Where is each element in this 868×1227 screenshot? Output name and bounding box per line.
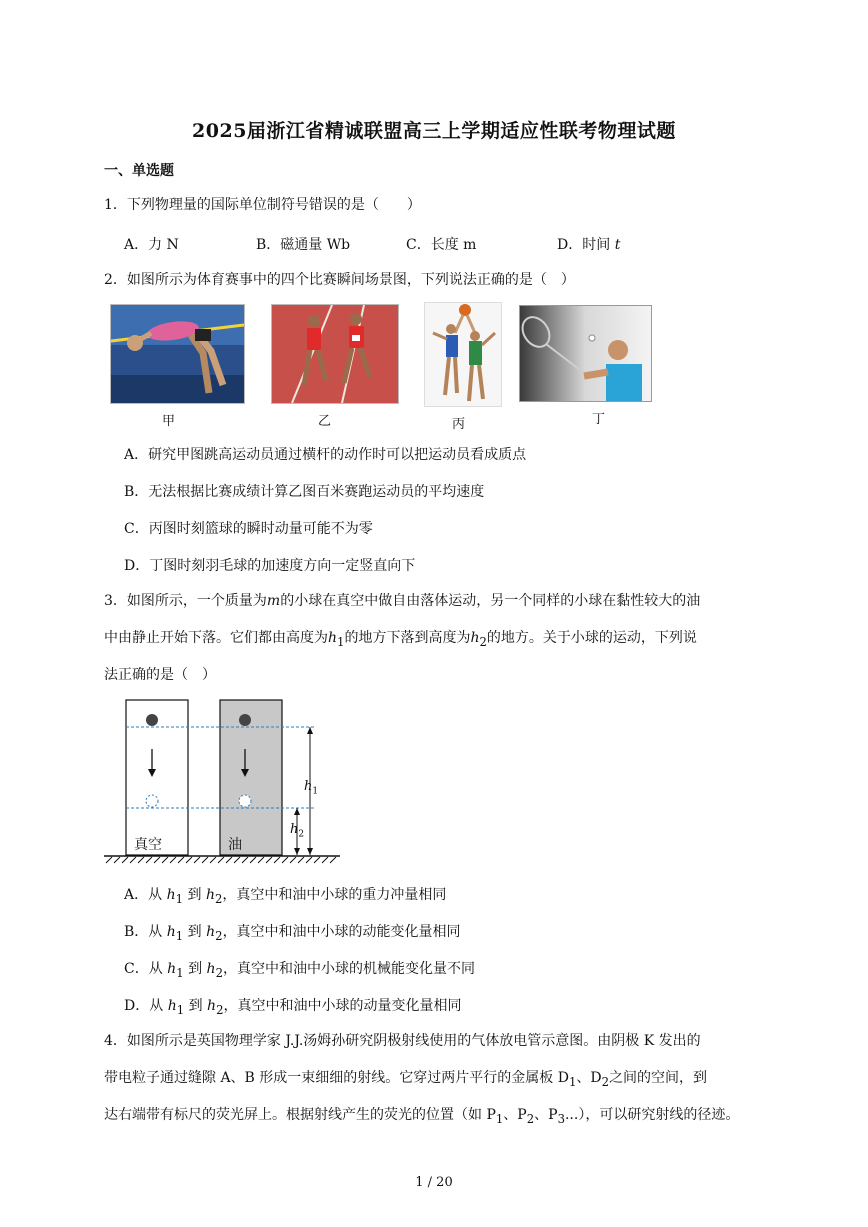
label-oil: 油 xyxy=(228,837,242,853)
q1-option-d: D．时间 t xyxy=(557,237,621,253)
q2-option-a: A．研究甲图跳高运动员通过横杆的动作时可以把运动员看成质点 xyxy=(124,447,527,463)
caption-bing: 丙 xyxy=(452,417,466,432)
sprint-photo xyxy=(271,304,399,404)
badminton-photo xyxy=(519,305,652,402)
q3-line-3: 法正确的是（ ） xyxy=(104,667,216,683)
q1-option-a: A．力 N xyxy=(124,237,179,253)
basketball-photo xyxy=(424,302,502,407)
label-h1: $h_1$ xyxy=(304,779,319,797)
q1-stem: 1．下列物理量的国际单位制符号错误的是（ ） xyxy=(104,197,421,213)
q4-line-3: 达右端带有标尺的荧光屏上。根据射线产生的荧光的位置（如 $P_1$、$P_2$、$P_3$...），可以研究射线的径迹。 xyxy=(104,1107,740,1126)
q1-option-b: B．磁通量 Wb xyxy=(256,237,351,253)
q3-option-a: A．从 $h_1$ 到 $h_2$，真空中和油中小球的重力冲量相同 xyxy=(124,887,447,906)
q3-option-d: D．从 $h_1$ 到 $h_2$，真空中和油中小球的动量变化量相同 xyxy=(124,998,462,1017)
q2-option-d: D．丁图时刻羽毛球的加速度方向一定竖直向下 xyxy=(124,558,416,574)
q2-stem: 2．如图所示为体育赛事中的四个比赛瞬间场景图，下列说法正确的是（ ） xyxy=(104,272,575,288)
caption-ding: 丁 xyxy=(592,412,606,427)
q4-line-2: 带电粒子通过缝隙 A、B 形成一束细细的射线。它穿过两片平行的金属板 $D_1$、$D_2$之间的空间，到 xyxy=(104,1070,708,1089)
caption-jia: 甲 xyxy=(162,414,176,429)
q2-option-b: B．无法根据比赛成绩计算乙图百米赛跑运动员的平均速度 xyxy=(124,484,485,500)
page-number: 1 / 20 xyxy=(415,1175,453,1190)
q2-option-c: C．丙图时刻篮球的瞬时动量可能不为零 xyxy=(124,521,373,537)
caption-yi: 乙 xyxy=(318,414,332,429)
q1-option-c: C．长度 m xyxy=(406,237,477,253)
falling-ball-diagram xyxy=(104,697,344,865)
q3-line-2: 中由静止开始下落。它们都由高度为$h_1$的地方下落到高度为$h_2$的地方。关于小球的运动，下列说 xyxy=(104,630,697,649)
high-jump-photo xyxy=(110,304,245,404)
page-title: 2025届浙江省精诚联盟高三上学期适应性联考物理试题 xyxy=(192,120,676,142)
label-h2: $h_2$ xyxy=(290,822,305,840)
q4-line-1: 4．如图所示是英国物理学家 J.J.汤姆孙研究阴极射线使用的气体放电管示意图。由阴极 K 发出的 xyxy=(104,1033,701,1049)
q3-option-b: B．从 $h_1$ 到 $h_2$，真空中和油中小球的动能变化量相同 xyxy=(124,924,461,943)
section-heading: 一、单选题 xyxy=(104,163,174,179)
q3-option-c: C．从 $h_1$ 到 $h_2$，真空中和油中小球的机械能变化量不同 xyxy=(124,961,475,980)
label-vacuum: 真空 xyxy=(134,837,162,853)
q3-line-1: 3．如图所示，一个质量为m的小球在真空中做自由落体运动，另一个同样的小球在黏性较大的油 xyxy=(104,593,701,609)
